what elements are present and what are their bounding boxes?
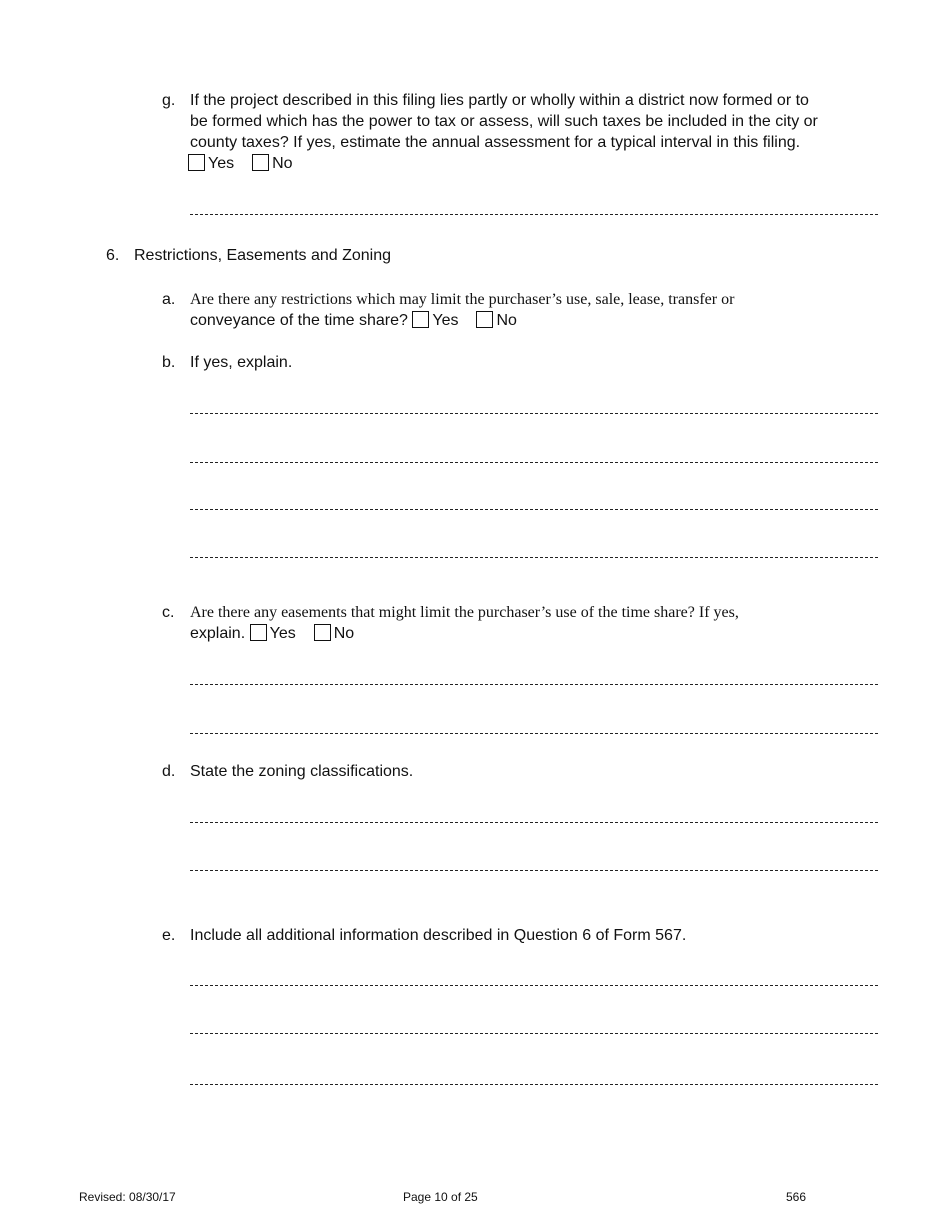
item-g-line-1: If the project described in this filing lies partly or wholly within a district now formed or to: [190, 92, 809, 109]
item-c-line-1: Are there any easements that might limit the purchaser’s use of the time share? If yes,: [190, 604, 739, 621]
item-g-no-checkbox[interactable]: [252, 154, 269, 171]
item-e-marker: e.: [162, 927, 176, 944]
item-g-yes-option[interactable]: [188, 153, 234, 175]
item-d-answer-line-1[interactable]: [190, 822, 878, 823]
item-e-answer-line-2[interactable]: [190, 1033, 878, 1034]
item-b-answer-line-4[interactable]: [190, 557, 878, 558]
item-c-yes-label: Yes: [269, 625, 296, 642]
footer-revised-date: Revised: 08/30/17: [79, 1190, 176, 1204]
item-g-no-label: No: [272, 155, 293, 172]
item-c-no-option[interactable]: [314, 623, 354, 645]
item-c-yes-option[interactable]: [250, 623, 296, 645]
section-6-marker: 6.: [106, 247, 120, 264]
item-d-answer-line-2[interactable]: [190, 870, 878, 871]
item-a-yes-checkbox[interactable]: [412, 311, 429, 328]
item-b-answer-line-3[interactable]: [190, 509, 878, 510]
item-e-answer-line-3[interactable]: [190, 1084, 878, 1085]
item-c-marker: c.: [162, 604, 175, 621]
item-c-no-checkbox[interactable]: [314, 624, 331, 641]
item-a-marker: a.: [162, 291, 176, 308]
item-a-no-label: No: [496, 312, 517, 329]
item-b-text: If yes, explain.: [190, 354, 293, 371]
item-a-no-checkbox[interactable]: [476, 311, 493, 328]
footer-page-number: Page 10 of 25: [403, 1190, 478, 1204]
item-g-line-2: be formed which has the power to tax or assess, will such taxes be included in the city or: [190, 113, 818, 130]
item-b-answer-line-2[interactable]: [190, 462, 878, 463]
item-g-yes-checkbox[interactable]: [188, 154, 205, 171]
item-c-line-2: explain.: [190, 625, 246, 642]
item-a-line-2-row: [190, 310, 517, 332]
item-c-line-2-row: [190, 623, 354, 645]
item-g-answer-line[interactable]: [190, 214, 878, 215]
item-a-no-option[interactable]: [476, 310, 516, 332]
item-e-answer-line-1[interactable]: [190, 985, 878, 986]
item-c-no-label: No: [333, 625, 355, 642]
item-g-yes-label: Yes: [208, 155, 235, 172]
item-a-line-2: conveyance of the time share?: [190, 312, 408, 329]
item-e-text: Include all additional information described in Question 6 of Form 567.: [190, 927, 687, 944]
item-b-answer-line-1[interactable]: [190, 413, 878, 414]
item-c-answer-line-2[interactable]: [190, 733, 878, 734]
item-c-answer-line-1[interactable]: [190, 684, 878, 685]
item-a-yes-option[interactable]: [412, 310, 458, 332]
item-g-no-option[interactable]: [252, 153, 292, 175]
item-g-line-3: county taxes? If yes, estimate the annual assessment for a typical interval in this filing.: [190, 134, 801, 151]
item-b-marker: b.: [162, 354, 176, 371]
item-c-yes-checkbox[interactable]: [250, 624, 267, 641]
item-g-options: [188, 153, 293, 175]
item-a-line-1: Are there any restrictions which may limit the purchaser’s use, sale, lease, transfer or: [190, 291, 735, 308]
item-g-marker: g.: [162, 92, 176, 109]
section-6-title: Restrictions, Easements and Zoning: [134, 247, 392, 264]
item-a-yes-label: Yes: [432, 312, 459, 329]
item-d-text: State the zoning classifications.: [190, 763, 414, 780]
item-d-marker: d.: [162, 763, 176, 780]
footer-form-number: 566: [786, 1190, 807, 1204]
